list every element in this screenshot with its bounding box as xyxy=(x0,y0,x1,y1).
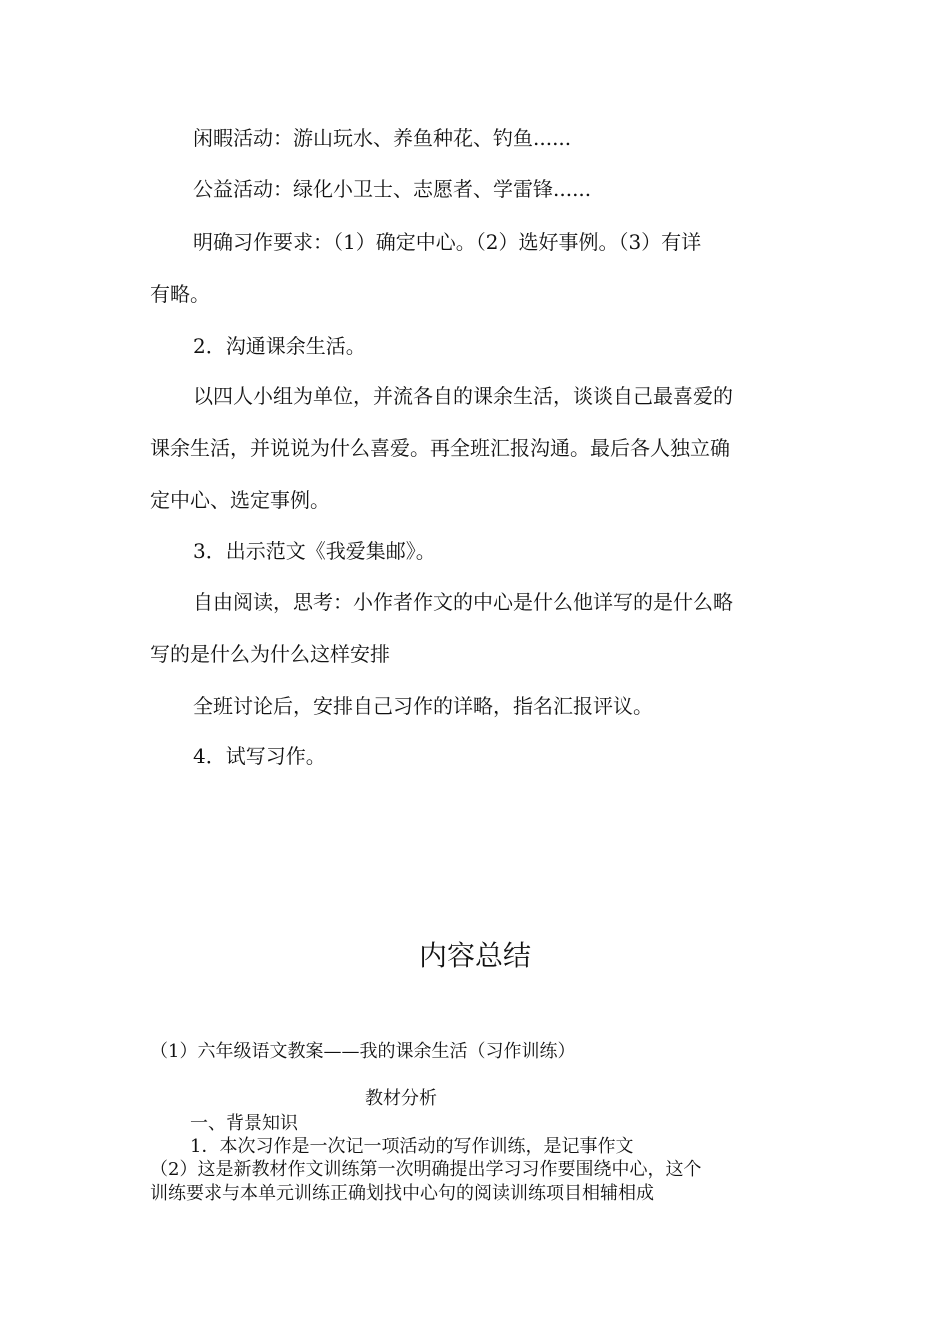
step-3-heading: 3．出示范文《我爱集邮》。 xyxy=(193,539,436,563)
summary-point-2-line1: （2）这是新教材作文训练第一次明确提出学习习作要围绕中心，这个 xyxy=(150,1159,702,1180)
paragraph-group-line3: 定中心、选定事例。 xyxy=(150,488,330,512)
paragraph-requirements-line2: 有略。 xyxy=(150,282,210,306)
step-2-heading: 2．沟通课余生活。 xyxy=(193,334,366,358)
paragraph-group-line1: 以四人小组为单位，并流各自的课余生活，谈谈自己最喜爱的 xyxy=(193,384,733,408)
paragraph-group-line2: 课余生活，并说说为什么喜爱。再全班汇报沟通。最后各人独立确 xyxy=(150,436,730,460)
summary-background-heading: 一、背景知识 xyxy=(190,1113,298,1134)
summary-lesson-title: （1）六年级语文教案——我的课余生活（习作训练） xyxy=(150,1041,576,1062)
paragraph-reading-line1: 自由阅读，思考：小作者作文的中心是什么他详写的是什么略 xyxy=(193,590,733,614)
paragraph-reading-line2: 写的是什么为什么这样安排 xyxy=(150,642,390,666)
paragraph-leisure-activities: 闲暇活动：游山玩水、养鱼种花、钓鱼...... xyxy=(193,126,572,150)
summary-point-1: 1．本次习作是一次记一项活动的写作训练，是记事作文 xyxy=(190,1136,634,1157)
summary-title: 内容总结 xyxy=(418,939,531,972)
summary-material-analysis: 教材分析 xyxy=(365,1088,437,1109)
paragraph-public-activities: 公益活动：绿化小卫士、志愿者、学雷锋...... xyxy=(193,177,592,201)
step-4-heading: 4．试写习作。 xyxy=(193,744,326,768)
paragraph-discussion: 全班讨论后，安排自己习作的详略，指名汇报评议。 xyxy=(193,694,653,718)
summary-point-2-line2: 训练要求与本单元训练正确划找中心句的阅读训练项目相辅相成 xyxy=(150,1183,654,1204)
paragraph-requirements-line1: 明确习作要求：（1）确定中心。（2）选好事例。（3）有详 xyxy=(193,230,702,254)
